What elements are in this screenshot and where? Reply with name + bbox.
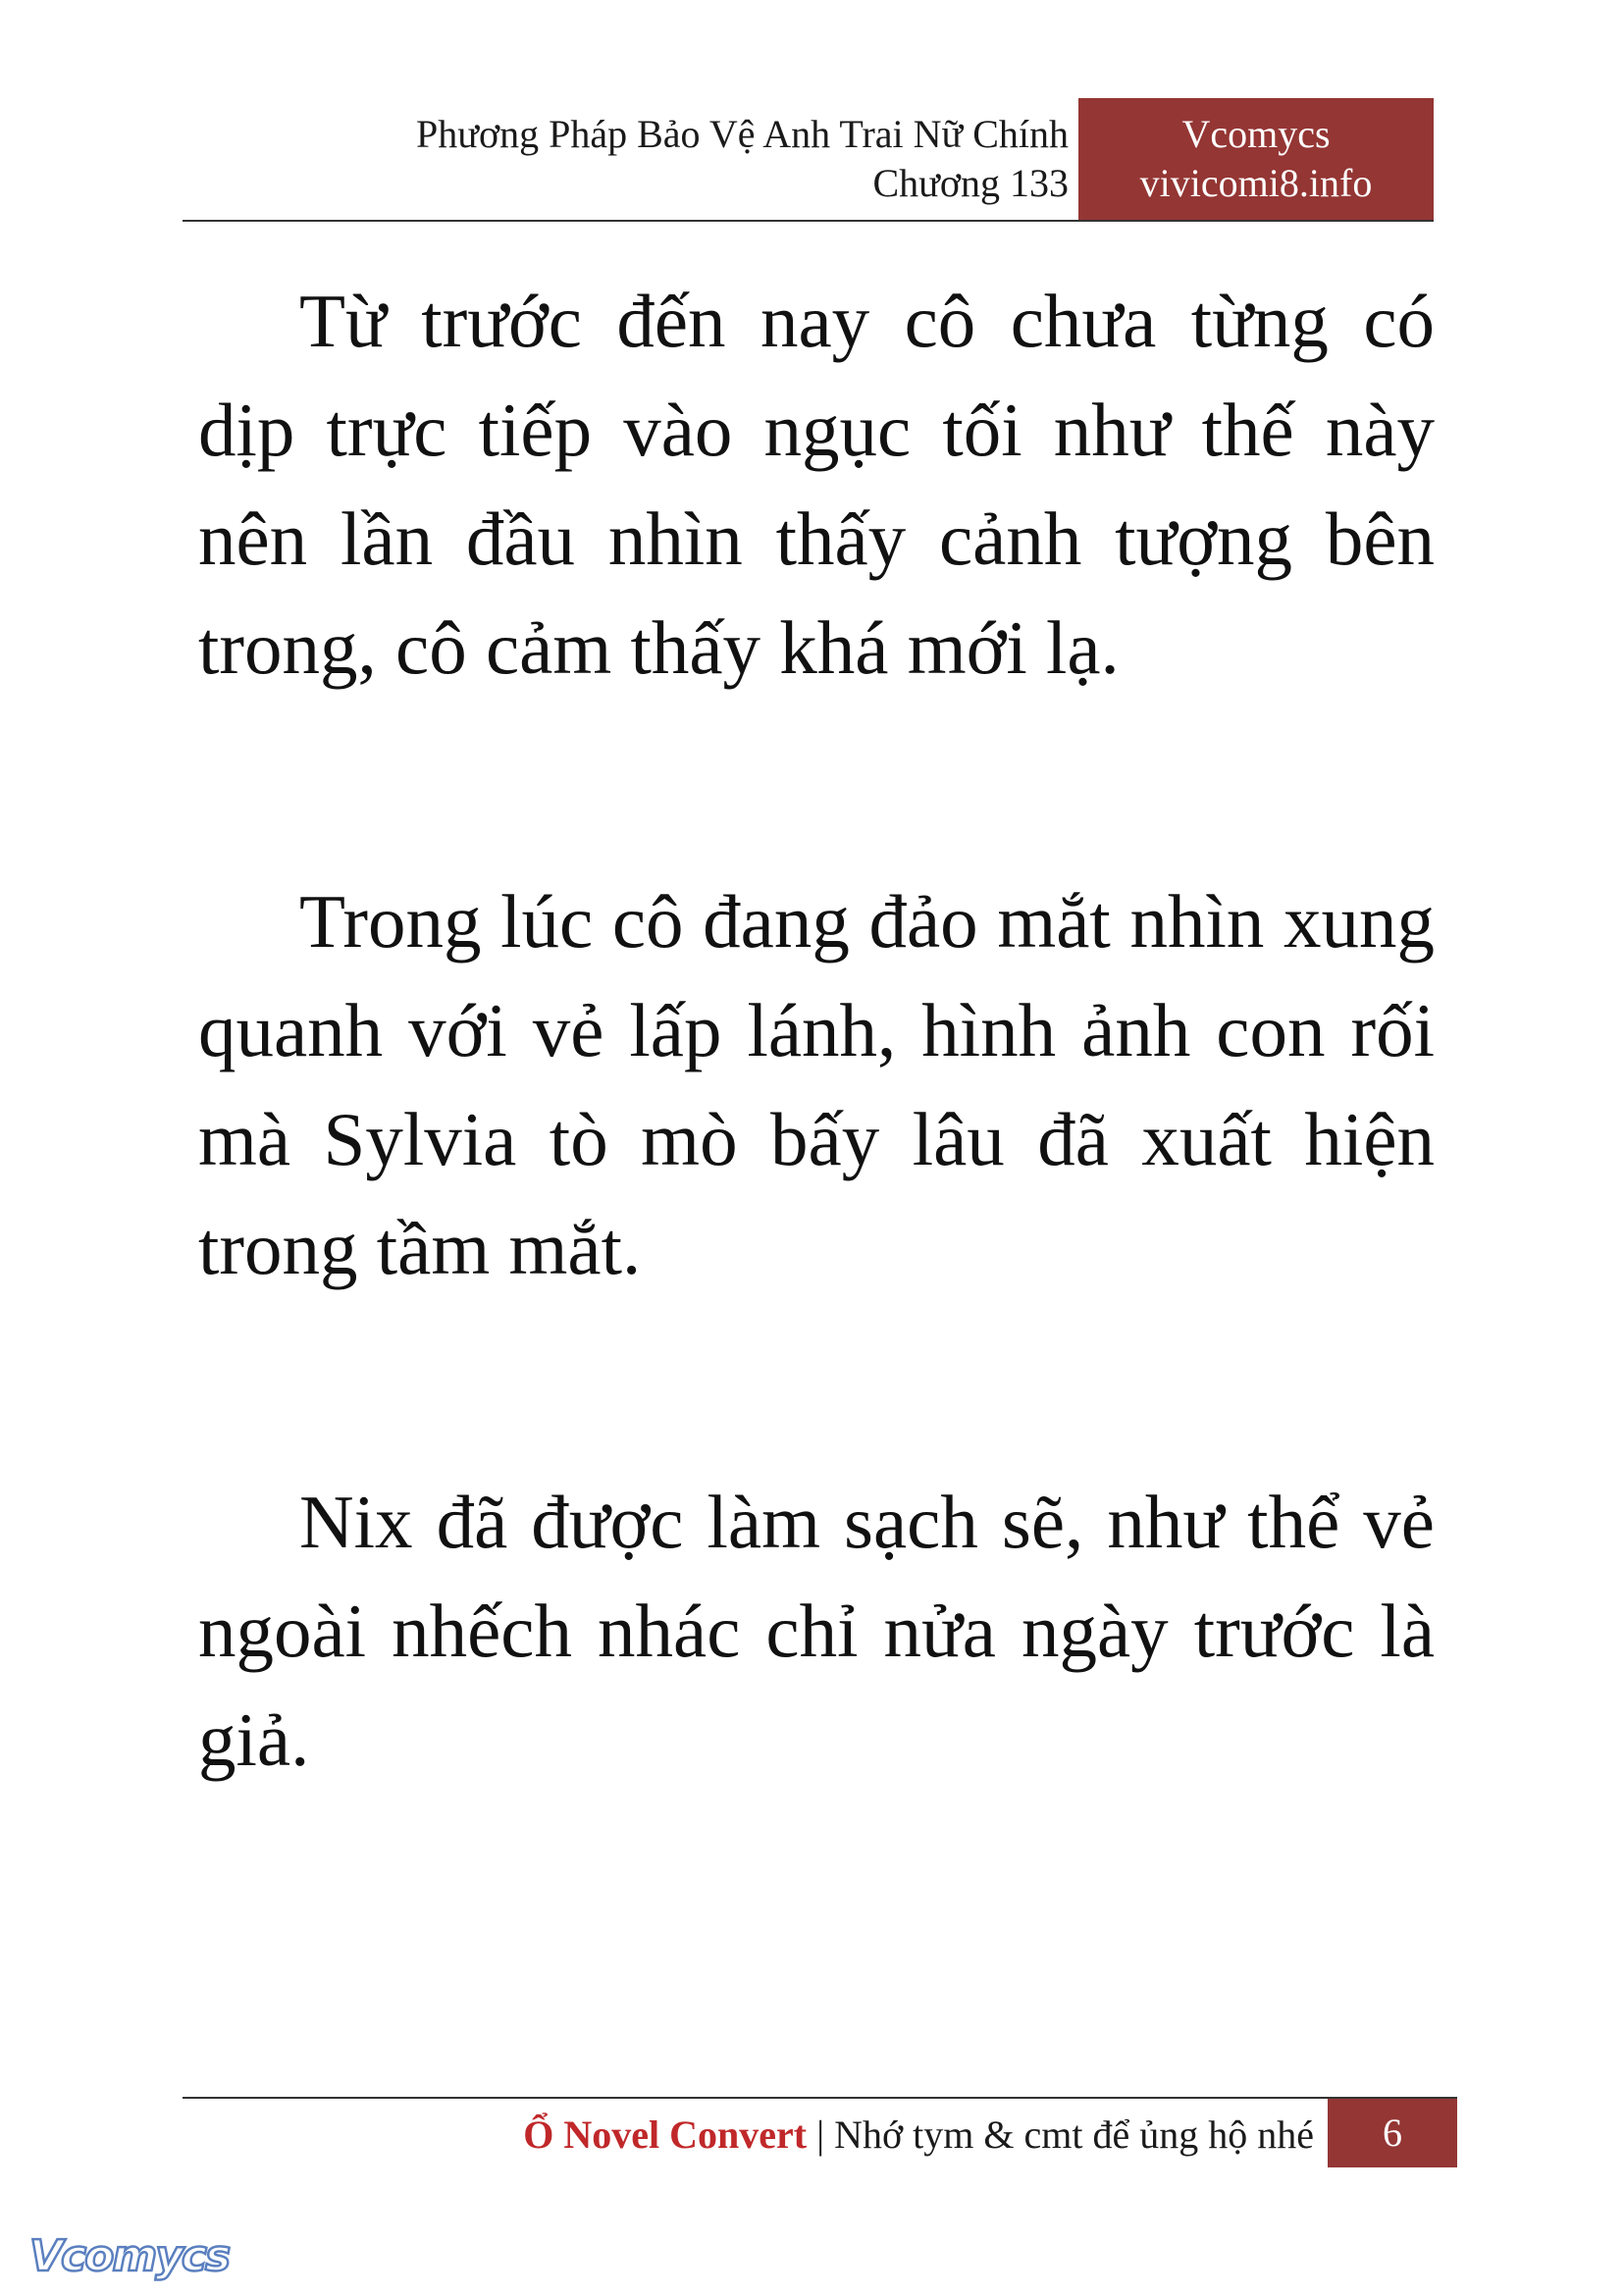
paragraph-2: Trong lúc cô đang đảo mắt nhìn xung quanh với vẻ lấp lánh, hình ảnh con rối mà Sylvia tò mò bấy lâu đã xuất hiện trong tầm mắt. (198, 879, 1435, 1290)
paragraph-3: Nix đã được làm sạch sẽ, như thể vẻ ngoài nhếch nhác chỉ nửa ngày trước là giả. (198, 1480, 1435, 1782)
header-book-info (416, 110, 1069, 208)
header-site-badge (1078, 98, 1434, 220)
paragraph-1: Từ trước đến nay cô chưa từng có dịp trực tiếp vào ngục tối như thế này nên lần đầu nhìn thấy cảnh tượng bên trong, cô cảm thấy khá mới lạ. (198, 279, 1435, 690)
footer-message-line (523, 2111, 1314, 2160)
chapter-label: Chương 133 (872, 161, 1069, 205)
footer-separator: | (807, 2112, 835, 2157)
watermark-text: Vcomycs (29, 2231, 230, 2281)
book-title: Phương Pháp Bảo Vệ Anh Trai Nữ Chính (416, 112, 1069, 156)
page-number: 6 (1328, 2099, 1457, 2167)
footer-brand: Ổ Novel Convert (523, 2112, 808, 2157)
site-name: Vcomycs (1181, 112, 1331, 156)
vcomycs-watermark-logo (27, 2225, 253, 2284)
site-url: vivicomi8.info (1139, 161, 1373, 205)
footer-message: Nhớ tym & cmt để ủng hộ nhé (834, 2112, 1314, 2157)
page-header (183, 98, 1434, 222)
page-footer (183, 2097, 1457, 2167)
chapter-body (198, 267, 1435, 1959)
